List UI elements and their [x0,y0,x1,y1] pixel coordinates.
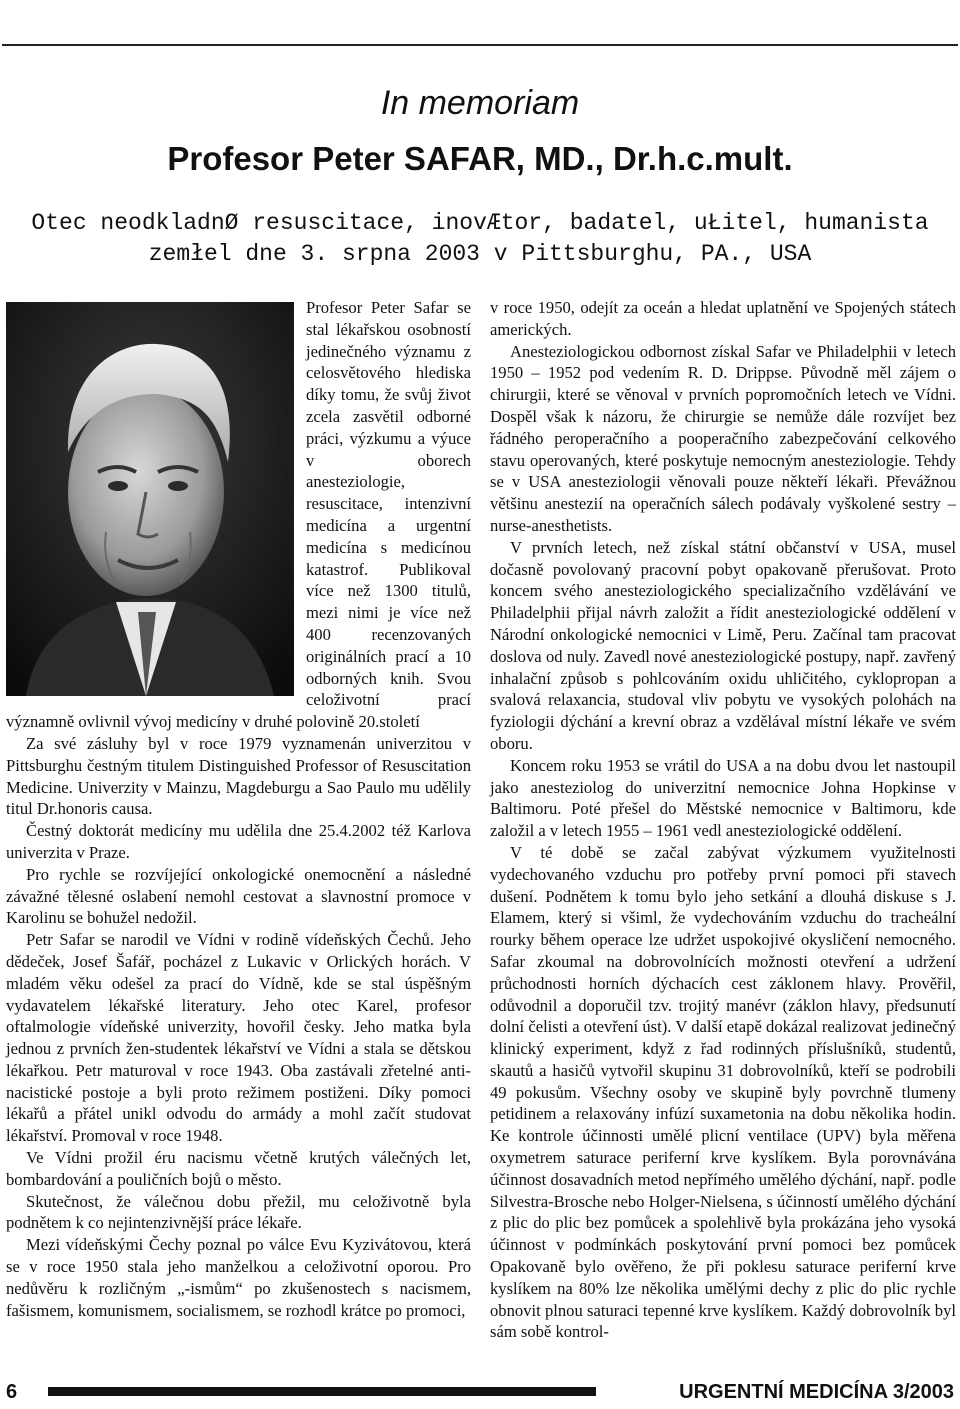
subtitle-line-2: zemłel dne 3. srpna 2003 v Pittsburghu, PA., USA [148,241,812,267]
right-paragraph: V té době se začal zabývat výzkumem využitelnosti vydechovaného vzduchu pro potřeby první pomoci při stavech dušení. Podnětem k tomu bylo jeho setkání a dlouhá diskuse s J. Elamem, který si všiml, že vydechováním vzduchu do tracheální rourky během operace lze udržet uspokojivé okysličení nemocného. Safar zkoumal na dobrovolnících možnosti otevření a udržení průchodnosti horních dýchacích cest záklonem hlavy. Prověřil, odůvodnil a doporučil tzv. trojitý manévr (záklon hlavy, předsunutí dolní čelisti a otevření úst). V další etapě dokázal realizovat jedinečný klinický experiment, když z řad rodinných příslušníků, studentů, skautů a hasičů vytvořil skupinu 31 dobrovolníků, kteří se podrobili 49 pokusům. Všechny osoby ve skupině byly povrchně tlumeny petidinem a relaxovány infúzí suxametonia na dobu několika hodin. Ke kontrole účinnosti umělé plicní ventilace (UPV) byla měřena oxymetrem saturace periferní krve kyslíkem. Byla porovnávána účinnost dosavadních metod nepřímého umělého dýchání, např. podle Silvestra-Brosche nebo Holger-Nielsena, s účinností umělého dýchání z plic do plic bez pomůcek a spolehlivě byla prokázána jeho vysoká účinnost v podmínkách poskytování první pomoci bez pomůcek Opakovaně bylo ověřeno, že při poklesu saturace periferní krve kyslíkem na 80% lze několika umělými dechy z plic do plic rychle obnovit plnou saturaci tepenné krve kyslíkem. Každý dobrovolník byl sám sobě kontrol- [490,842,956,1342]
footer-rule [48,1387,596,1396]
left-paragraph: Ve Vídni prožil éru nacismu včetně krutých válečných let, bombardování a pouličních bojů o město. [6,1148,471,1189]
portrait-photo [6,302,294,696]
left-paragraph: Za své zásluhy byl v roce 1979 vyznamenán univerzitou v Pittsburghu čestným titulem Distinguished Professor of Resuscitation Medicine. Univerzity v Mainzu, Magdeburgu a Sao Paulo mu udělily titul Dr.honoris causa. [6,733,471,819]
left-paragraph: Pro rychle se rozvíjející onkologické onemocnění a následné závažné tělesné oslabení nemohl cestovat a slavnostní promoce v Karolinu se bohužel nedožil. [6,864,471,928]
kicker: In memoriam [380,84,580,122]
left-paragraph: Mezi vídeňskými Čechy poznal po válce Evu Kyzivátovou, která se v roce 1950 stala jeho manželkou a celoživotní oporou. Pro nedůvěru k rozličným „-ismům“ po zkušenostech s nacismem, fašismem, komunismem, socialismem, se rozhodl krátce po promoci, [6,1235,471,1320]
top-rule [2,44,958,46]
right-paragraph: V prvních letech, než získal státní občanství v USA, musel dočasně povolovaný pracovní pobyt opakovaně přerušovat. Proto koncem svého anesteziologického specializačního vzdělávání ve Philadelphii přijal návrh založit a řídit anesteziologické oddělení v Národní onkologické nemocnici v Limě, Peru. Začínal tam pracovat doslova od nuly. Zavedl nové anesteziologické postupy, např. zavřený inhalační způsob s pohlcováním oxidu uhličitého, cyklopropan a svalová relaxancia, studoval vliv pobytu ve vysokých polohách na fyziologii dýchání a krevní obraz a vzdělával místní lékaře ve svém oboru. [490,537,956,753]
left-paragraph: Čestný doktorát medicíny mu udělila dne 25.4.2002 též Karlova univerzita v Praze. [6,821,471,862]
left-paragraph: Skutečnost, že válečnou dobu přežil, mu celoživotně byla podnětem k co nejintenzivnější práce lékaře. [6,1191,471,1233]
left-paragraph: Petr Safar se narodil ve Vídni v rodině vídeňských Čechů. Jeho dědeček, Josef Šafář, pocházel z Lukavic v Orlických horách. V mladém věku odešel za prací do Vídně, kde se stal úspěšným vydavatelem lékařské literatury. Jeho otec Karel, profesor oftalmologie vídeňské univerzity, hovořil česky. Jeho matka byla jednou z prvních žen-studentek lékařství ve Vídni a stala se dětskou lékařkou. Petr maturoval v roce 1943. Oba zastávali zřetelné anti-nacistické postoje a byli proto režimem postiženi. Díky pomoci lékařů a přátel unikl odvodu do armády a mohl začít studovat lékařství. Promoval v roce 1948. [6,930,471,1146]
journal-name: URGENTNÍ MEDICÍNA 3/2003 [679,1381,954,1403]
intro-paragraph: Profesor Peter Safar se stal lékařskou osobností jedinečného významu z celosvětového hlediska díky tomu, že svůj život zcela zasvětil odborné práci, výzkumu a výuce v oborech anesteziologie, resuscitace, intenzivní medicína a urgentní medicína s medicínou katastrof. Publikoval více než 1300 titulů, mezi nimi je více než 400 recenzovaných originálních prací a 10 odborných knih. Svou celoživotní prací významně ovlivnil vývoj medicíny v druhé polovině 20.století [6,298,471,732]
right-paragraph: Anesteziologickou odbornost získal Safar ve Philadelphii v letech 1950 – 1952 pod vedením R. D. Drippse. Původně měl zájem o chirurgii, které se věnoval v prvních popromočních letech ve Vídni. Dospěl však k názoru, že chirurgie se nemůže dále rozvíjet bez řádného peroperačního a pooperačního zabezpečování celkového stavu operovaných, které poskytuje nemocným anesteziologie. Tehdy se v USA anesteziologii věnovali pouze někteří lékaři. Převážnou většinu anestezií na operačních sálech podávaly vyškolené sestry – nurse-anesthetists. [490,341,956,535]
page-number: 6 [6,1381,18,1403]
right-paragraph: v roce 1950, odejít za oceán a hledat uplatnění ve Spojených státech amerických. [490,298,956,339]
right-column [490,297,956,1343]
subtitle-line-1: Otec neodkladnØ resuscitace, inovÆtor, badatel, uŁitel, humanista [31,210,929,236]
left-column [6,297,471,1321]
right-paragraph: Koncem roku 1953 se vrátil do USA a na dobu dvou let nastoupil jako anesteziolog do univerzitní nemocnice Johna Hopkinse v Baltimoru. Poté přešel do Městské nemocnice v Baltimoru, kde založil a v letech 1955 – 1961 vedl anesteziologické oddělení. [490,755,956,841]
page-title: Profesor Peter SAFAR, MD., Dr.h.c.mult. [167,140,793,177]
